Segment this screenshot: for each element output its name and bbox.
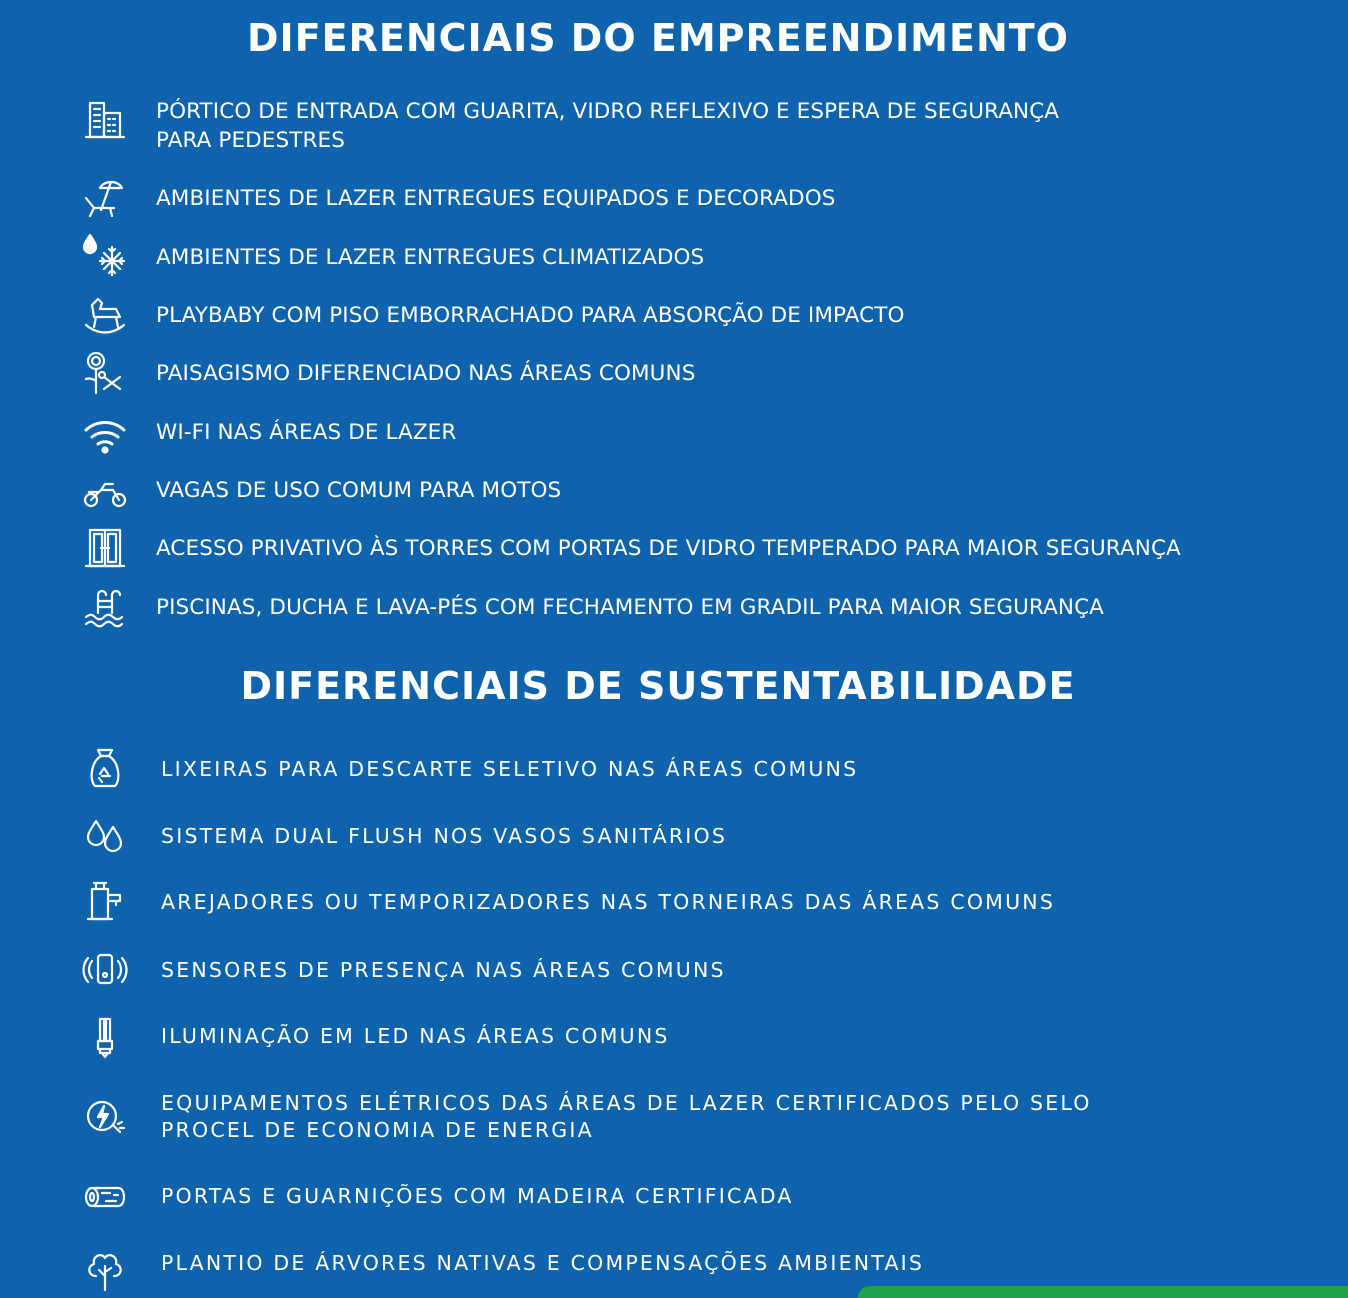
pool-ladder-icon (78, 581, 132, 635)
item-text: SISTEMA DUAL FLUSH NOS VASOS SANITÁRIOS (161, 824, 728, 848)
recycle-bag-icon (78, 742, 132, 796)
motorcycle-icon (78, 466, 132, 520)
building-icon (78, 93, 132, 147)
item-text: ACESSO PRIVATIVO ÀS TORRES COM PORTAS DE VIDRO TEMPERADO PARA MAIOR SEGURANÇA (156, 536, 1181, 561)
item-text: PORTAS E GUARNIÇÕES COM MADEIRA CERTIFICADA (161, 1184, 794, 1208)
item-text: EQUIPAMENTOS ELÉTRICOS DAS ÁREAS DE LAZER CERTIFICADOS PELO SELO PROCEL DE ECONOMIA DE ENERGIA (161, 1091, 1092, 1142)
energy-plug-icon (78, 1090, 132, 1144)
item-text: PAISAGISMO DIFERENCIADO NAS ÁREAS COMUNS (156, 361, 696, 386)
presence-sensor-icon (78, 943, 132, 997)
rocking-horse-icon (78, 289, 132, 343)
item-text: AMBIENTES DE LAZER ENTREGUES CLIMATIZADOS (156, 245, 705, 270)
water-drops-icon (78, 809, 132, 863)
item-text: AREJADORES OU TEMPORIZADORES NAS TORNEIRAS DAS ÁREAS COMUNS (161, 890, 1056, 914)
item-text: LIXEIRAS PARA DESCARTE SELETIVO NAS ÁREAS COMUNS (161, 757, 859, 781)
item-text: ILUMINAÇÃO EM LED NAS ÁREAS COMUNS (161, 1024, 670, 1048)
item-text: WI-FI NAS ÁREAS DE LAZER (156, 420, 457, 445)
item-text: PÓRTICO DE ENTRADA COM GUARITA, VIDRO REFLEXIVO E ESPERA DE SEGURANÇA PARA PEDESTRES (156, 99, 1060, 153)
wifi-icon (78, 408, 132, 462)
flower-shears-icon (78, 347, 132, 401)
section-title-empreendimento: DIFERENCIAIS DO EMPREENDIMENTO (247, 16, 1069, 60)
item-text: PISCINAS, DUCHA E LAVA-PÉS COM FECHAMENTO EM GRADIL PARA MAIOR SEGURANÇA (156, 595, 1104, 620)
item-text: PLAYBABY COM PISO EMBORRACHADO PARA ABSORÇÃO DE IMPACTO (156, 303, 905, 328)
glass-door-icon (78, 522, 132, 576)
item-text: VAGAS DE USO COMUM PARA MOTOS (156, 478, 562, 503)
item-text: SENSORES DE PRESENÇA NAS ÁREAS COMUNS (161, 958, 726, 982)
green-accent-bar (858, 1286, 1348, 1298)
wood-log-icon (78, 1169, 132, 1223)
beach-chair-umbrella-icon (78, 170, 132, 224)
item-text: PLANTIO DE ÁRVORES NATIVAS E COMPENSAÇÕES AMBIENTAIS (161, 1251, 925, 1275)
led-bulb-icon (78, 1011, 132, 1065)
tree-icon (78, 1242, 132, 1296)
section-title-sustentabilidade: DIFERENCIAIS DE SUSTENTABILIDADE (240, 664, 1076, 708)
item-text: AMBIENTES DE LAZER ENTREGUES EQUIPADOS E DECORADOS (156, 186, 836, 211)
drop-snowflake-icon (78, 227, 132, 281)
faucet-icon (78, 875, 132, 929)
